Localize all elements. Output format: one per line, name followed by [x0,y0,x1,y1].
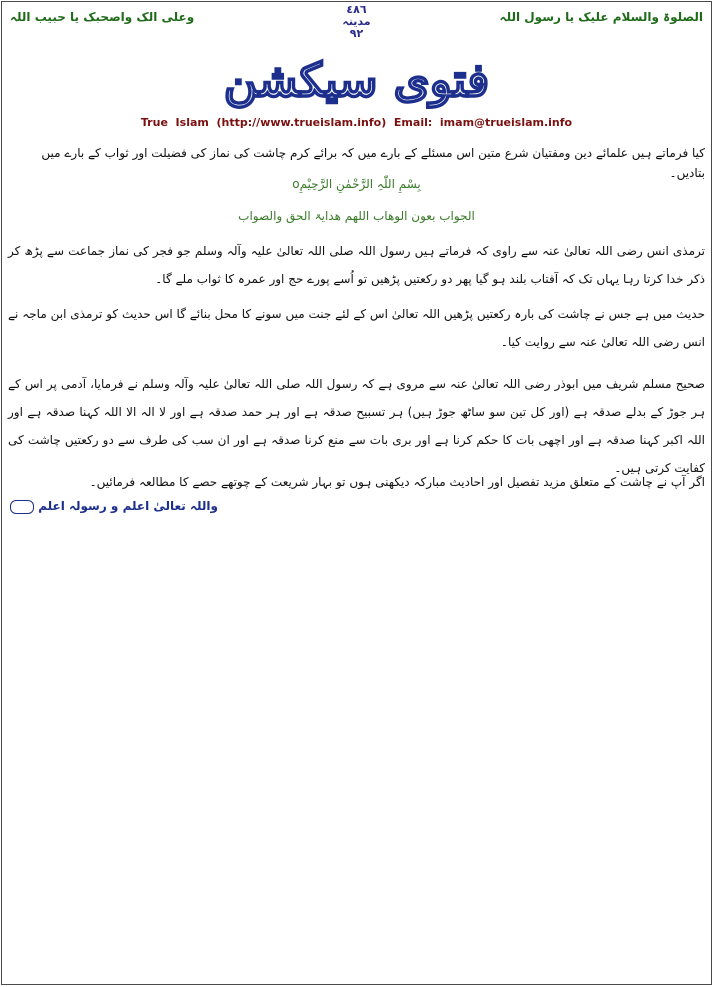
honorific-ornament-icon [10,500,34,514]
salutation-right: الصلوۃ والسلام علیک یا رسول اللہ [499,10,703,24]
contact-line: True Islam (http://www.trueislam.info) Email: imam@trueislam.info [140,116,573,129]
issue-number: ٩٢ [349,27,364,40]
salutation-left: وعلی الک واصحبک یا حبیب اللہ [10,10,195,24]
closing-text: واللہ تعالیٰ اعلم و رسولہ اعلم [38,499,218,513]
bismillah: بِسْمِ اللّٰہِ الرَّحْمٰنِ الرَّحِیْمِo [292,177,421,191]
header-bar [2,2,711,52]
page-frame [1,1,712,985]
answer-paragraph-1: ترمذی انس رضی اللہ تعالیٰ عنہ سے راوی کہ فرماتے ہیں رسول اللہ صلی اللہ تعالیٰ علیہ وآلہ وسلم جو فجر کی نماز جماعت سے پڑھ کر ذکر خدا کرتا رہا یہاں تک کہ آفتاب بلند ہو گیا پھر دو رکعتیں پڑھیں تو اُسے پورے حج اور عمرہ کا ثواب ملے گا۔ [8,244,705,286]
answer-heading: الجواب بعون الوھاب اللھم ھدایۃ الحق والصواب [238,209,475,223]
question-text: کیا فرماتے ہیں علمائے دین ومفتیان شرع متین اس مسئلے کے بارے میں کہ برائے کرم چاشت کی نماز کی فضیلت اور ثواب کے بارے میں بتادیں۔ [41,146,705,180]
closing-line [8,499,218,514]
page-title: فتوی سیکشن [223,53,490,107]
issue-label: مدینہ [342,15,371,28]
answer-paragraph-3: صحیح مسلم شریف میں ابوذر رضی اللہ تعالیٰ عنہ سے مروی ہے کہ رسول اللہ صلی اللہ تعالیٰ علیہ وآلہ وسلم نے فرمایا، آدمی پر اس کے ہر جوڑ کے بدلے صدقہ ہے (اور کل تین سو ساٹھ جوڑ ہیں) ہر تسبیح صدقہ ہے اور ہر حمد صدقہ ہے اور لا الہ الا اللہ کہنا صدقہ ہے اور اللہ اکبر کہنا صدقہ ہے اور اچھی بات کا حکم کرنا ہے اور بری بات سے منع کرنا صدقہ ہے اور ان سب کی طرف سے دو رکعتیں چاشت کی کفایت کرتی ہیں۔ [8,377,705,475]
answer-paragraph-2: حدیث میں ہے جس نے چاشت کی بارہ رکعتیں پڑھیں اللہ تعالیٰ اس کے لئے جنت میں سونے کا محل بنائے گا اس حدیث کو ترمذی ابن ماجہ نے انس رضی اللہ تعالیٰ عنہ سے روایت کیا۔ [8,307,706,349]
answer-paragraph-4: اگر آپ نے چاشت کے متعلق مزید تفصیل اور احادیث مبارکہ دیکھنی ہوں تو بہار شریعت کے چوتھے حصے کا مطالعہ فرمائیں۔ [89,475,705,489]
page-number: ٤٨٦ [346,3,367,16]
